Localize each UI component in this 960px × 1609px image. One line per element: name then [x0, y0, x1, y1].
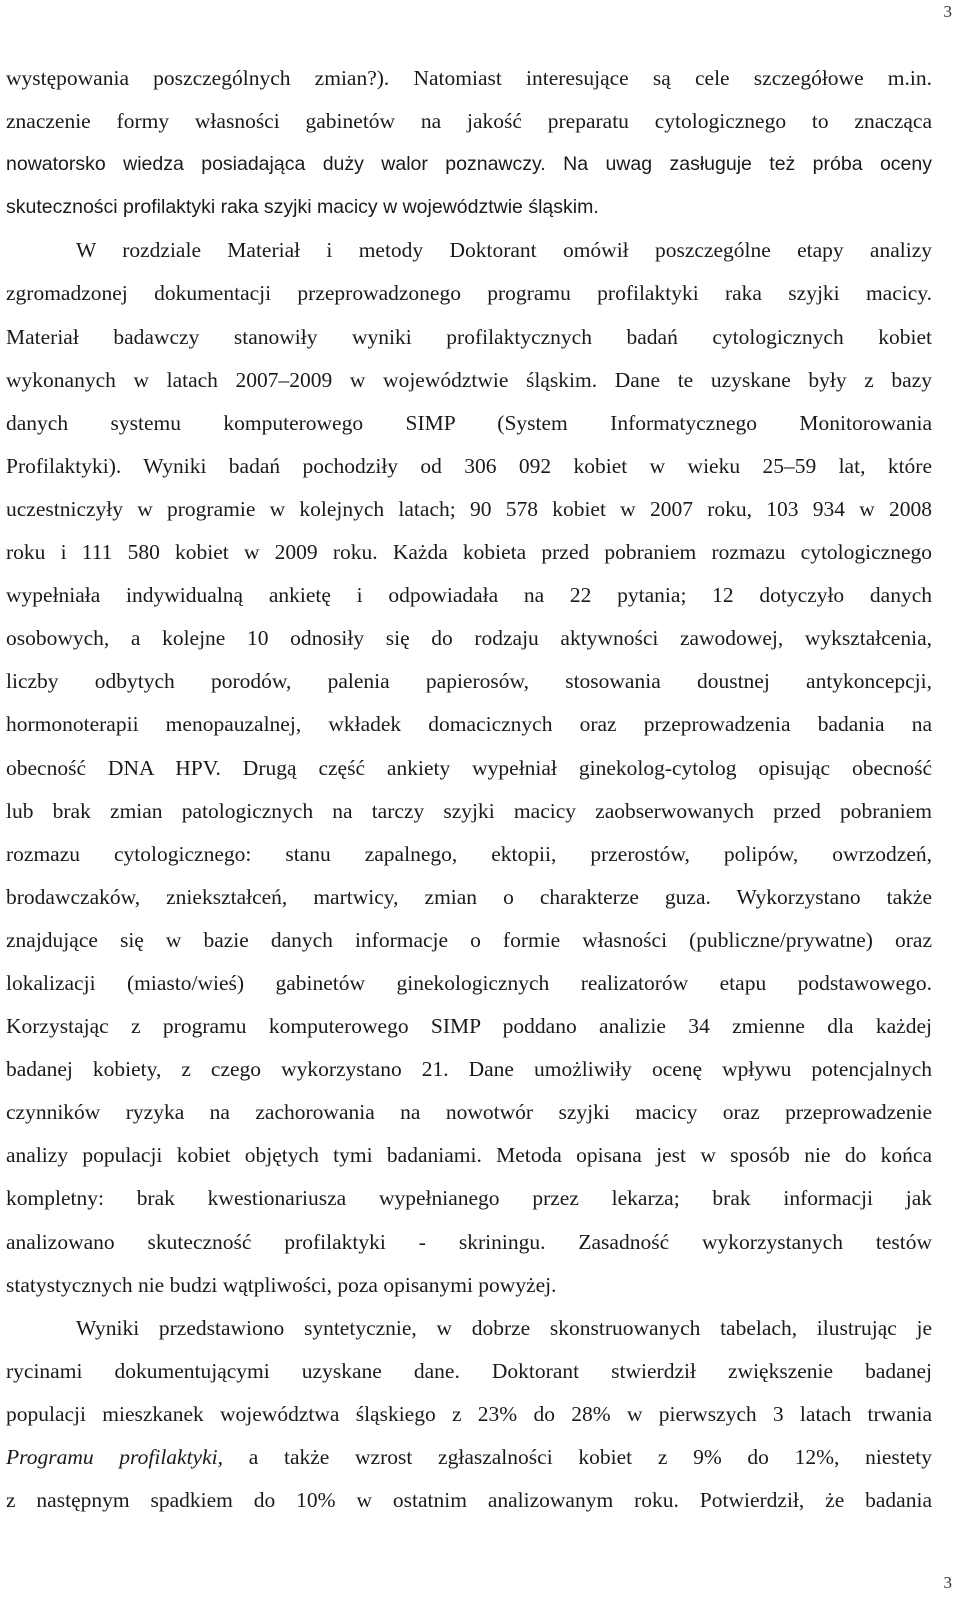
text-line: lokalizacji (miasto/wieś) gabinetów ginekologicznych realizatorów etapu podstawowego.	[6, 970, 932, 995]
page-number-bottom: 3	[943, 1573, 952, 1592]
text-line: statystycznych nie budzi wątpliwości, poza opisanymi powyżej.	[6, 1272, 557, 1297]
text-line: Profilaktyki). Wyniki badań pochodziły od 306 092 kobiet w wieku 25–59 lat, które	[6, 453, 932, 478]
text-line: zgromadzonej dokumentacji przeprowadzonego programu profilaktyki raka szyjki macicy.	[6, 281, 932, 306]
text-line: występowania poszczególnych zmian?). Natomiast interesujące są cele szczegółowe m.in.	[6, 66, 932, 90]
document-body	[6, 57, 932, 1522]
text-line: lub brak zmian patologicznych na tarczy szyjki macicy zaobserwowanych przed pobraniem	[6, 798, 932, 823]
text-line: rozmazu cytologicznego: stanu zapalnego, ektopii, przerostów, polipów, owrzodzeń,	[6, 841, 932, 866]
text-line: roku i 111 580 kobiet w 2009 roku. Każda kobieta przed pobraniem rozmazu cytologicznego	[6, 540, 932, 565]
text-line: kompletny: brak kwestionariusza wypełnianego przez lekarza; brak informacji jak	[6, 1186, 932, 1211]
text-line: hormonoterapii menopauzalnej, wkładek domacicznych oraz przeprowadzenia badania na	[6, 712, 932, 737]
text-line: danych systemu komputerowego SIMP (System Informatycznego Monitorowania	[6, 410, 932, 435]
text-line: nowatorsko wiedza posiadająca duży walor poznawczy. Na uwag zasługuje też próba oceny	[6, 153, 932, 176]
page-number-top: 3	[943, 2, 952, 21]
text-line-with-italic	[6, 1436, 932, 1479]
text-line: Korzystając z programu komputerowego SIMP poddano analizie 34 zmienne dla każdej	[6, 1014, 932, 1039]
text-line: Materiał badawczy stanowiły wyniki profilaktycznych badań cytologicznych kobiet	[6, 324, 932, 349]
text-line: obecność DNA HPV. Drugą część ankiety wypełniał ginekolog-cytolog opisując obecność	[6, 755, 932, 780]
text-line: liczby odbytych porodów, palenia papierosów, stosowania doustnej antykoncepcji,	[6, 669, 932, 694]
text-line: znajdujące się w bazie danych informacje o formie własności (publiczne/prywatne) oraz	[6, 927, 932, 952]
text-line: uczestniczyły w programie w kolejnych latach; 90 578 kobiet w 2007 roku, 103 934 w 2008	[6, 496, 932, 521]
text-line: wykonanych w latach 2007–2009 w województwie śląskim. Dane te uzyskane były z bazy	[6, 367, 932, 392]
text-line: populacji mieszkanek województwa śląskiego z 23% do 28% w pierwszych 3 latach trwania	[6, 1401, 932, 1426]
italic-phrase: Programu profilaktyki,	[6, 1445, 223, 1469]
text-line: W rozdziale Materiał i metody Doktorant omówił poszczególne etapy analizy	[76, 238, 932, 263]
text-line: badanej kobiety, z czego wykorzystano 21. Dane umożliwiły ocenę wpływu potencjalnych	[6, 1057, 932, 1082]
text-line-rest: a także wzrost zgłaszalności kobiet z 9% do 12%, niestety	[248, 1445, 933, 1469]
text-line: wypełniała indywidualną ankietę i odpowiadała na 22 pytania; 12 dotyczyło danych	[6, 583, 932, 608]
text-line: osobowych, a kolejne 10 odnosiły się do rodzaju aktywności zawodowej, wykształcenia,	[6, 626, 932, 651]
text-line: analizowano skuteczność profilaktyki - skriningu. Zasadność wykorzystanych testów	[6, 1229, 932, 1254]
text-line: brodawczaków, zniekształceń, martwicy, zmian o charakterze guza. Wykorzystano także	[6, 884, 932, 909]
text-line: z następnym spadkiem do 10% w ostatnim analizowanym roku. Potwierdził, że badania	[6, 1488, 932, 1513]
text-line: czynników ryzyka na zachorowania na nowotwór szyjki macicy oraz przeprowadzenie	[6, 1100, 932, 1125]
text-line: Wyniki przedstawiono syntetycznie, w dobrze skonstruowanych tabelach, ilustrując je	[76, 1315, 932, 1340]
text-line: analizy populacji kobiet objętych tymi badaniami. Metoda opisana jest w sposób nie do końca	[6, 1143, 932, 1168]
text-line: rycinami dokumentującymi uzyskane dane. Doktorant stwierdził zwiększenie badanej	[6, 1358, 932, 1383]
text-line: znaczenie formy własności gabinetów na jakość preparatu cytologicznego to znacząca	[6, 109, 932, 134]
text-line: skuteczności profilaktyki raka szyjki macicy w województwie śląskim.	[6, 196, 599, 219]
